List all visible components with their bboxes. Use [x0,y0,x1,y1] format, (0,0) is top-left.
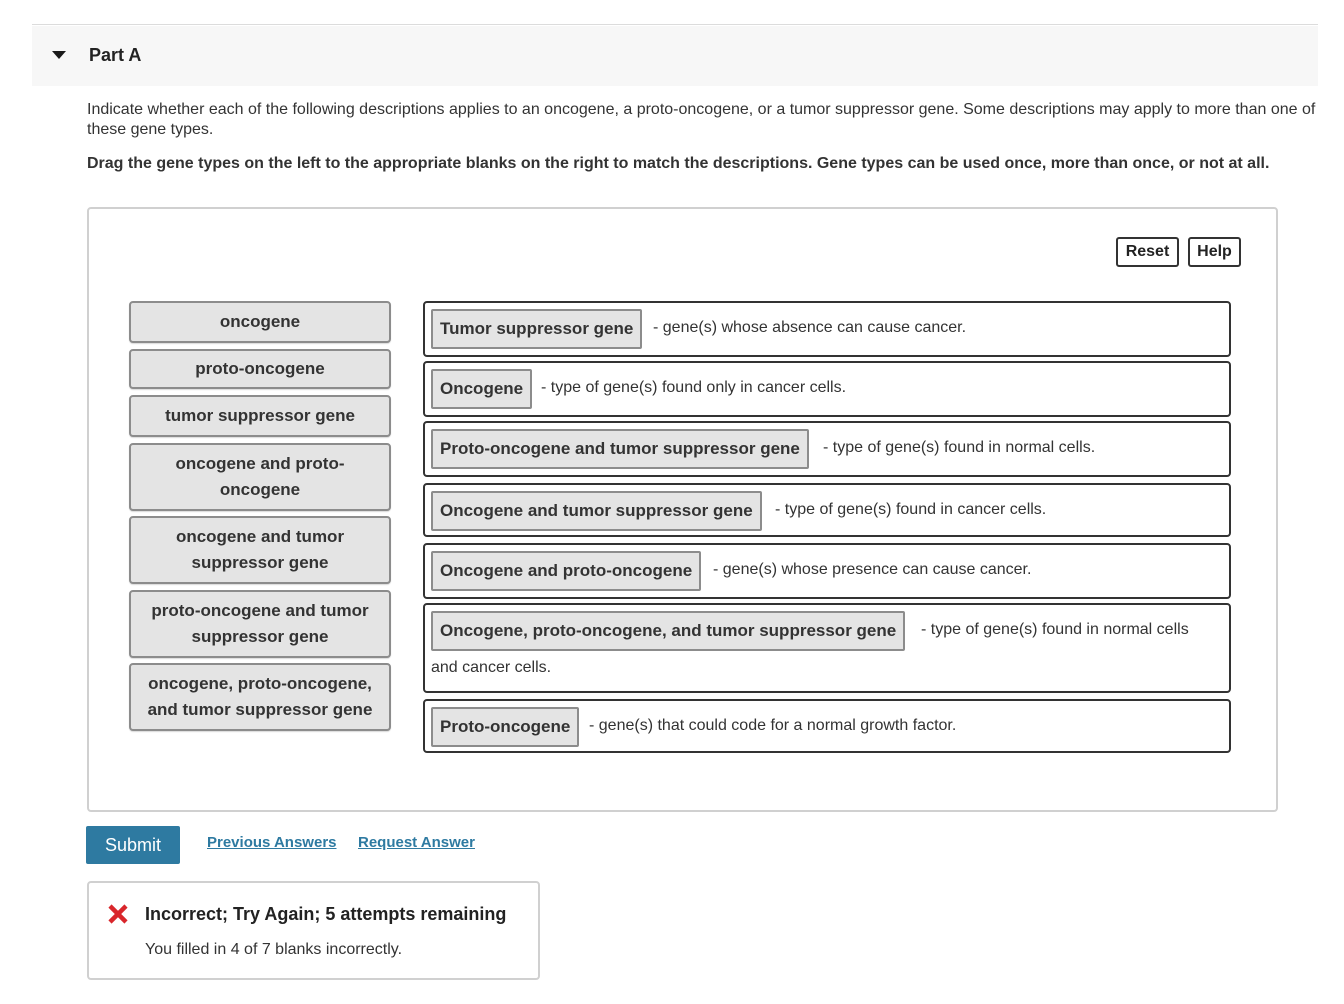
target-row-2 [423,361,1231,417]
choice-proto-oncogene-and-tumor-suppressor-gene[interactable]: proto-oncogene and tumor suppressor gene [129,590,391,658]
question-instruction: Drag the gene types on the left to the appropriate blanks on the right to match the descriptions. Gene types can be used once, more than once, or not at all. [87,155,1270,172]
collapse-triangle-icon[interactable] [52,51,66,59]
question-prompt: Indicate whether each of the following descriptions applies to an oncogene, a proto-oncogene, or a tumor suppressor gene. Some descriptions may apply to more than one of these gene types. [87,101,1316,138]
target-description-7: - gene(s) that could code for a normal growth factor. [589,717,957,734]
part-header[interactable] [32,26,1318,86]
choice-tumor-suppressor-gene[interactable]: tumor suppressor gene [129,395,391,437]
reset-button[interactable]: Reset [1116,237,1179,267]
drop-blank-6[interactable]: Oncogene, proto-oncogene, and tumor suppressor gene [431,611,905,651]
previous-answers-link[interactable]: Previous Answers [207,834,337,851]
drop-blank-7[interactable]: Proto-oncogene [431,707,579,747]
drag-drop-area [87,207,1278,812]
target-description-1: - gene(s) whose absence can cause cancer. [653,319,967,336]
target-row-4 [423,483,1231,537]
part-title: Part A [89,45,142,65]
target-description-5: - gene(s) whose presence can cause cancer. [713,561,1032,578]
drop-blank-5[interactable]: Oncogene and proto-oncogene [431,551,701,591]
target-row-5 [423,543,1231,599]
submit-button[interactable]: Submit [86,826,180,864]
feedback-panel [87,881,540,980]
choice-oncogene-proto-oncogene-and-tumor-suppressor-gene[interactable]: oncogene, proto-oncogene, and tumor suppressor gene [129,663,391,731]
request-answer-link[interactable]: Request Answer [358,834,475,851]
x-icon [107,903,129,925]
drop-blank-3[interactable]: Proto-oncogene and tumor suppressor gene [431,429,809,469]
target-row-7 [423,699,1231,753]
choice-proto-oncogene[interactable]: proto-oncogene [129,349,391,389]
target-description-4: - type of gene(s) found in cancer cells. [775,501,1047,518]
target-description-2: - type of gene(s) found only in cancer cells. [541,379,847,396]
target-description-6-cont: and cancer cells. [431,659,552,676]
choice-oncogene-and-proto-oncogene[interactable]: oncogene and proto-oncogene [129,443,391,511]
target-row-1 [423,301,1231,357]
feedback-title: Incorrect; Try Again; 5 attempts remaining [145,904,507,924]
target-description-3: - type of gene(s) found in normal cells. [823,439,1096,456]
help-button[interactable]: Help [1188,237,1241,267]
target-row-6 [423,603,1231,693]
top-divider [32,24,1318,25]
target-row-3 [423,421,1231,477]
choice-oncogene[interactable]: oncogene [129,301,391,343]
drop-blank-4[interactable]: Oncogene and tumor suppressor gene [431,491,762,531]
drop-blank-1[interactable]: Tumor suppressor gene [431,309,642,349]
choice-oncogene-and-tumor-suppressor-gene[interactable]: oncogene and tumor suppressor gene [129,516,391,584]
feedback-detail: You filled in 4 of 7 blanks incorrectly. [145,941,403,958]
target-description-6: - type of gene(s) found in normal cells [921,621,1189,638]
drop-blank-2[interactable]: Oncogene [431,369,532,409]
